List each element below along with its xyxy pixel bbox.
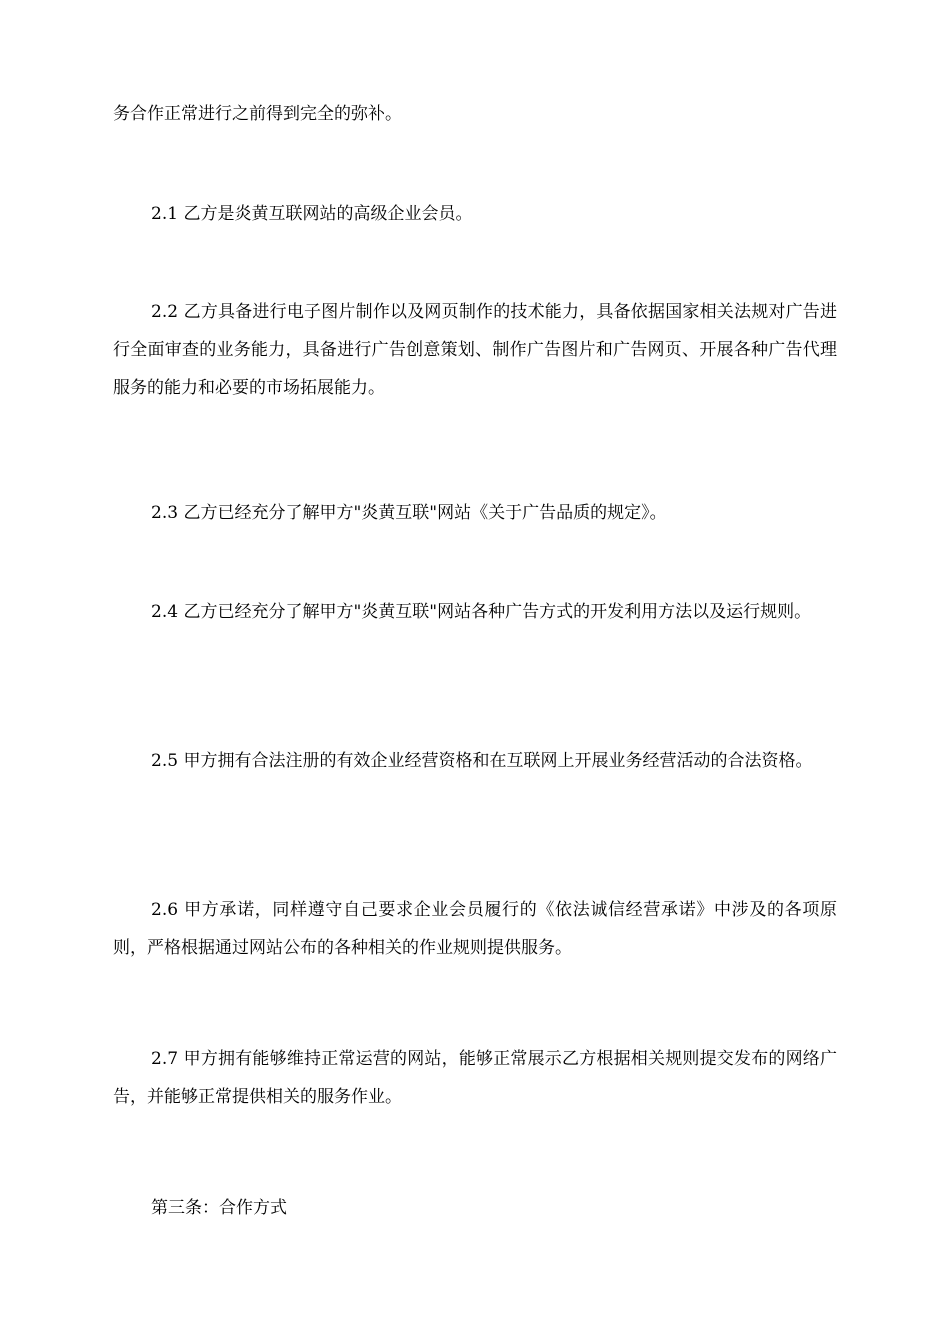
paragraph-2-7: 2.7 甲方拥有能够维持正常运营的网站，能够正常展示乙方根据相关规则提交发布的网络广告，并能够正常提供相关的服务作业。 (113, 1049, 837, 1107)
paragraph-2-5: 2.5 甲方拥有合法注册的有效企业经营资格和在互联网上开展业务经营活动的合法资格。 (151, 751, 813, 771)
paragraph-2-4: 2.4 乙方已经充分了解甲方"炎黄互联"网站各种广告方式的开发利用方法以及运行规则。 (151, 602, 812, 622)
paragraph-2-1: 2.1 乙方是炎黄互联网站的高级企业会员。 (151, 204, 473, 224)
paragraph-2-3: 2.3 乙方已经充分了解甲方"炎黄互联"网站《关于广告品质的规定》。 (151, 503, 667, 523)
section-heading-article-3: 第三条：合作方式 (151, 1198, 287, 1218)
paragraph-2-6: 2.6 甲方承诺，同样遵守自己要求企业会员履行的《依法诚信经营承诺》中涉及的各项原则，严格根据通过网站公布的各种相关的作业规则提供服务。 (113, 900, 837, 958)
paragraph-continuation: 务合作正常进行之前得到完全的弥补。 (113, 104, 402, 124)
paragraph-2-2: 2.2 乙方具备进行电子图片制作以及网页制作的技术能力，具备依据国家相关法规对广告进行全面审查的业务能力，具备进行广告创意策划、制作广告图片和广告网页、开展各种广告代理服务的能力和必要的市场拓展能力。 (113, 302, 837, 398)
